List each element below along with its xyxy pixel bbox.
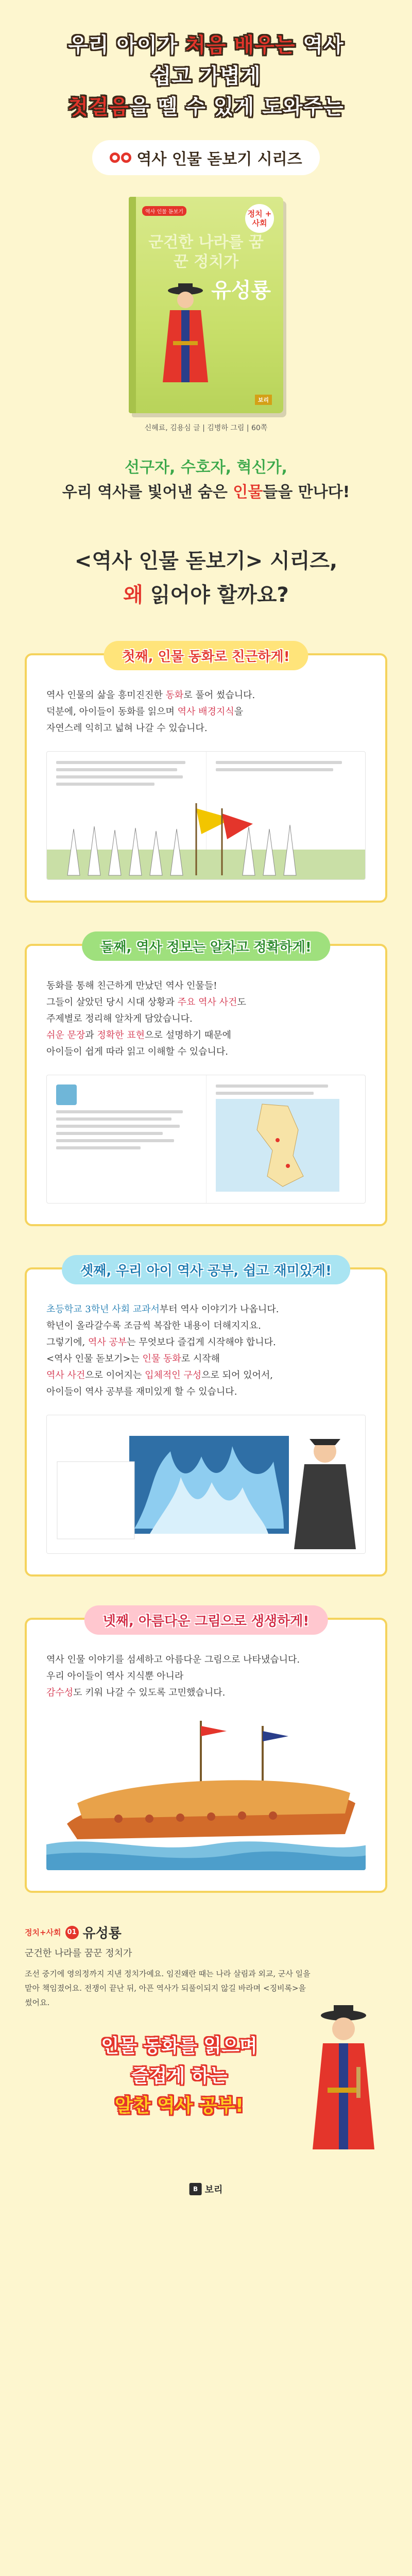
book-series-label: 역사 인물 돋보기 bbox=[142, 206, 186, 216]
turtle-ship-illustration bbox=[46, 1716, 366, 1870]
section-card bbox=[25, 649, 387, 903]
slogan: 인물 동화를 읽으며 즐겁게 하는 알찬 역사 공부! bbox=[101, 2036, 258, 2116]
book-cover bbox=[129, 197, 283, 413]
book-title: 유성룡 bbox=[211, 279, 271, 302]
book-credits: 신혜료, 김용심 글 | 김병하 그림 | 60쪽 bbox=[144, 424, 268, 432]
why-line-1: <역사 인물 돋보기> 시리즈, bbox=[74, 549, 338, 573]
section-text: 동화를 통해 친근하게 만났던 역사 인물들! 그들이 살았던 당시 시대 상황과 주요 역사 사건도 주제별로 정리해 알차게 담았습니다. 쉬운 문장과 정확한 표현으로 설명하기 때문에 아이들이 쉽게 따라 읽고 이해할 수 있습니다. bbox=[46, 980, 246, 1057]
publisher-mark-icon: B bbox=[190, 2183, 202, 2195]
scholar-figure-icon bbox=[305, 2000, 382, 2155]
book-spread-image bbox=[46, 751, 366, 880]
series-badge: 역사 인물 돋보기 시리즈 bbox=[92, 140, 319, 175]
book-cover-wrap bbox=[118, 197, 294, 433]
book-spread-image bbox=[46, 1415, 366, 1554]
section-card bbox=[25, 1614, 387, 1893]
book-summary-subtitle: 군건한 나라를 꿈꾼 정치가 bbox=[25, 1948, 132, 1959]
section-3 bbox=[25, 1263, 387, 1577]
hero-line-2: 쉽고 가볍게 bbox=[151, 64, 261, 88]
section-1 bbox=[25, 649, 387, 903]
infinity-icon bbox=[110, 152, 131, 163]
section-text: 역사 인물의 삶을 흥미진진한 동화로 풀어 썼습니다. 덕분에, 아이들이 동화를 읽으며 역사 배경지식을 자연스레 익히고 넓혀 나갈 수 있습니다. bbox=[46, 690, 255, 734]
book-publisher: 보리 bbox=[255, 395, 272, 405]
section-2 bbox=[25, 940, 387, 1226]
book-summary-title: 유성룡 bbox=[82, 1926, 122, 1941]
turtle-ship-icon bbox=[46, 1716, 366, 1870]
section-4 bbox=[25, 1614, 387, 1893]
callout-line-2: 우리 역사를 빛어낸 숨은 인물들을 만나다! bbox=[62, 483, 350, 501]
book-summary bbox=[25, 1923, 387, 2211]
hero-line-3: 첫걸음을 뗄 수 있게 도와주는 bbox=[68, 95, 344, 119]
section-card bbox=[25, 940, 387, 1226]
section-text: 초등학교 3학년 사회 교과서부터 역사 이야기가 나옵니다. 학년이 올라갈수록 조금씩 복잡한 내용이 더해지지요. 그렇기에, 역사 공부는 무엇보다 즐겁게 시작해야 합니다. <역사 인물 돋보기>는 인물 동화로 시작해 역사 사건으로 이어지는 입체적인 구성으로 되어 있어서, 아이들이 역사 공부를 재미있게 할 수 있습니다. bbox=[46, 1304, 279, 1397]
section-card bbox=[25, 1263, 387, 1577]
korea-map-icon bbox=[216, 1099, 339, 1192]
book-label: 정치+사회 01 유성룡 bbox=[25, 1923, 387, 1942]
why-line-2: 왜 읽어야 할까요? bbox=[123, 583, 289, 607]
fire-battle-illustration-icon bbox=[47, 1415, 366, 1554]
section-text: 역사 인물 이야기를 섬세하고 아름다운 그림으로 나타냈습니다. 우리 아이들이 역사 지식뿐 아니라 감수성도 키워 나갈 수 있도록 고민했습니다. bbox=[46, 1654, 300, 1698]
book-spread-image bbox=[46, 1075, 366, 1204]
callout bbox=[0, 455, 412, 505]
section-header: 첫째, 인물 동화로 친근하게! bbox=[104, 641, 308, 670]
section-header: 셋째, 우리 아이 역사 공부, 쉽고 재미있게! bbox=[62, 1255, 350, 1284]
section-header: 넷째, 아름다운 그림으로 생생하게! bbox=[84, 1605, 328, 1635]
volume-number: 01 bbox=[65, 1926, 79, 1939]
book-subtitle: 군건한 나라를 꿈꾼 정치가 bbox=[148, 233, 264, 271]
publisher-logo: B 보리 bbox=[190, 2182, 223, 2196]
hero bbox=[0, 0, 412, 612]
scholar-figure-icon bbox=[154, 279, 216, 387]
book-tag: 정치 + 사회 bbox=[245, 204, 274, 233]
book-summary-description: 조선 중기에 영의정까지 지낸 정치가예요. 임진왜란 때는 나라 살림과 외교, 군사 일을 맡아 책임졌어요. 전쟁이 끝난 뒤, 아픈 역사가 되풀이되지 않길 바라며 <징비록>을 썼어요. bbox=[25, 1969, 311, 2007]
hero-line-1: 우리 아이가 처음 배우는 역사 bbox=[68, 33, 344, 57]
why-heading bbox=[0, 544, 412, 612]
crowd-illustration-icon bbox=[47, 798, 366, 880]
callout-line-1: 선구자, 수호자, 혁신가, bbox=[125, 459, 287, 477]
section-header: 둘째, 역사 정보는 알차고 정확하게! bbox=[82, 931, 330, 961]
